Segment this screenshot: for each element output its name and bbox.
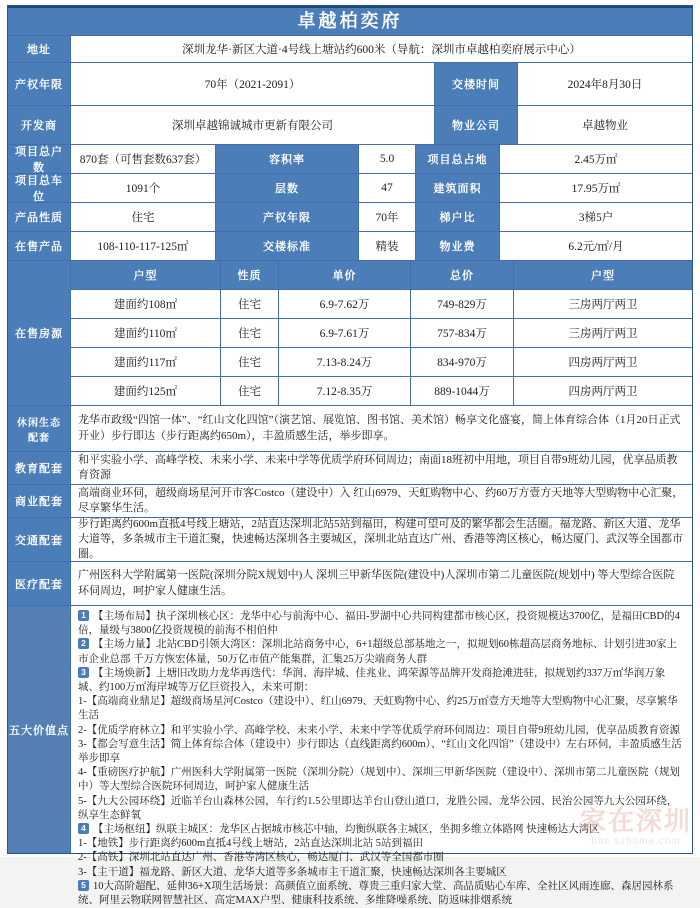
value-point-subitem: [78, 695, 685, 723]
value-point-subitem: [78, 837, 685, 851]
fitout-standard-value: 精装: [358, 232, 415, 260]
medical-label: 医疗配套: [8, 562, 70, 605]
listing-area: 建面约110㎡: [70, 319, 220, 347]
transport-value: 步行距离约600m直抵4号线上塘站，2站直达深圳北站5站到福田，构建可望可及的繁华都会生活圈。福龙路、新区大道、龙华大道等，多条城市主干道汇聚，快速畅达深圳各主要城区，深圳北站直达广州、香港等湾区核心，畅达厦门、武汉等全国都市圈。: [70, 518, 692, 561]
commerce-amenity-row: [8, 484, 692, 517]
stats-row: [8, 144, 692, 173]
value-point-subitem: [78, 766, 685, 794]
transport-amenity-row: [8, 517, 692, 561]
parking-value: 1091个: [70, 174, 215, 202]
listing-row: [70, 347, 692, 376]
mgmt-fee-label: 物业费: [415, 232, 499, 260]
value-points-label: 五大价值点: [8, 606, 70, 853]
listing-rooms: 四房两厅两卫: [513, 348, 692, 376]
listings-section: [8, 260, 692, 405]
tenure2-label: 产权年限: [215, 203, 358, 231]
product-type-value: 住宅: [70, 203, 215, 231]
value-point-text: 3-【主干道】福龙路、新区大道、龙华大道等多条城市主干道汇聚，快速畅达深圳各主要城区: [78, 866, 507, 878]
value-point-text: 1-【地铁】步行距离约600m直抵4号线上塘站，2站直达深圳北站 5站到福田: [78, 838, 424, 850]
leisure-label: 休闲生态配套: [8, 406, 70, 451]
number-badge: 4: [78, 823, 89, 834]
value-point-text: 2-【高铁】深圳北站直达广州、香港等湾区核心，畅达厦门、武汉等全国都市圈: [78, 852, 444, 864]
stats-row: [8, 202, 692, 231]
gfa-label: 建筑面积: [415, 174, 499, 202]
listing-total-price: 834-970万: [410, 348, 513, 376]
ownership-row: [8, 62, 692, 105]
listing-unit-price: 7.12-8.35万: [278, 377, 410, 405]
listing-area: 建面约125㎡: [70, 377, 220, 405]
education-amenity-row: [8, 451, 692, 484]
listing-unit-price: 6.9-7.61万: [278, 319, 410, 347]
total-units-value: 870套（可售套数637套）: [70, 145, 215, 173]
page-title: 卓越柏奕府: [8, 6, 692, 35]
tenure-value: 70年（2021-2091）: [70, 63, 434, 105]
value-point-subitem: [78, 866, 685, 880]
plot-ratio-value: 5.0: [358, 145, 415, 173]
medical-amenity-row: [8, 561, 692, 605]
address-row: [8, 35, 692, 62]
floors-label: 层数: [215, 174, 358, 202]
address-value: 深圳龙华·新区大道·4号线上塘站约600米（导航：深圳市卓越柏奕府展示中心）: [70, 36, 692, 62]
commerce-label: 商业配套: [8, 485, 70, 517]
col-layout: 户型: [70, 261, 220, 289]
address-label: 地址: [8, 36, 70, 62]
listing-row: [70, 318, 692, 347]
value-points-section: [8, 605, 692, 907]
elevator-ratio-value: 3梯5户: [499, 203, 692, 231]
watermark-url-text: bbs.szhome.com: [591, 836, 681, 847]
value-point-text: 1-【高端商业鼎足】超级商场星河Costco（建设中）、红山6979、天虹购物中心、约25万㎡壹方天地等大型购物中心汇聚，尽享繁华生活: [78, 696, 678, 722]
value-point-item: [78, 638, 685, 666]
developer-value: 深圳卓越锦诚城市更新有限公司: [70, 106, 434, 144]
listing-rooms: 四房两厅两卫: [513, 377, 692, 405]
tenure2-value: 70年: [358, 203, 415, 231]
education-label: 教育配套: [8, 452, 70, 484]
leisure-amenity-row: [8, 405, 692, 451]
listings-header-row: [70, 261, 692, 289]
value-point-text: 3-【都会写意生活】简上体育综合体（建设中）步行即达（直线距离约600m）、“红山文化四馆”（建设中）左右环伺，丰盈质感生活举步即享: [78, 738, 682, 765]
tenure-label: 产权年限: [8, 63, 70, 105]
value-point-text: 【主场力量】北站CBD引领大湾区：深圳北站商务中心，6+1超级总部基地之一，拟规划60栋超高层商务地标、计划引进30家上市企业总部 千万方恢宏体量，50万亿市值产能集群，汇集25万尖端商务人群: [78, 639, 678, 665]
value-point-text: 2-【优质学府林立】和平实验小学、高峰学校、未来小学、未来中学等优质学府环伺周边：项目自带9班幼儿园，优享品质教育资源: [78, 724, 680, 736]
info-table: [7, 5, 693, 907]
listing-area: 建面约108㎡: [70, 290, 220, 318]
value-point-item: [78, 880, 685, 908]
stats-row: [8, 231, 692, 260]
value-point-text: 【主场布局】执子深圳核心区：龙华中心与前海中心、福田-罗湖中心共同构建都市核心区，投资规模达3700亿，是福田CBD的4倍，量级与3800亿投资规模的前海不相伯仲: [78, 611, 680, 637]
listing-unit-price: 7.13-8.24万: [278, 348, 410, 376]
stats-row: [8, 173, 692, 202]
value-points-content: [70, 606, 692, 907]
parking-label: 项目总车位: [8, 174, 70, 202]
listing-total-price: 889-1044万: [410, 377, 513, 405]
number-badge: 3: [78, 667, 89, 678]
floors-value: 47: [358, 174, 415, 202]
delivery-date-value: 2024年8月30日: [517, 63, 692, 105]
col-nature: 性质: [220, 261, 278, 289]
site-area-value: 2.45万㎡: [499, 145, 692, 173]
education-value: 和平实验小学、高峰学校、未来小学、未来中学等优质学府环伺周边；南面18班初中用地，项目自带9班幼儿园，优享品质教育资源: [70, 452, 692, 484]
value-point-text: 5-【九大公园环绕】近临羊台山森林公园，车行约1.5公里即达羊台山登山道口，龙胜公园、龙华公园、民治公园等九大公园环绕，纵享生态鲜氧: [78, 795, 678, 821]
value-point-subitem: [78, 795, 685, 823]
listing-nature: 住宅: [220, 290, 278, 318]
gfa-value: 17.95万㎡: [499, 174, 692, 202]
listing-total-price: 757-834万: [410, 319, 513, 347]
listing-rooms: 三房两厅两卫: [513, 290, 692, 318]
on-sale-products-value: 108-110-117-125㎡: [70, 232, 215, 260]
value-point-item: [78, 823, 685, 837]
watermark-logo-text: 家在深圳: [579, 806, 692, 836]
listing-nature: 住宅: [220, 377, 278, 405]
commerce-value: 高端商业环伺，超级商场星河开市客Costco（建设中）入 红山6979、天虹购物中心、约60万方壹方天地等大型购物中心汇聚，尽享繁华生活。: [70, 485, 692, 517]
developer-label: 开发商: [8, 106, 70, 144]
listing-unit-price: 6.9-7.62万: [278, 290, 410, 318]
listing-total-price: 749-829万: [410, 290, 513, 318]
value-point-text: 10大高阶超配、延伸36+X项生活场景：高颜值立面系统、尊贵三重归家大堂、高品质贴心车库、全社区风雨连廊、森居园林系统、阿里云物联网智慧社区、高定MAX户型、健康科技系统、多维降噪系统、防返味排烟系统: [78, 880, 674, 907]
listing-row: [70, 376, 692, 405]
plot-ratio-label: 容积率: [215, 145, 358, 173]
col-unit-price: 单价: [278, 261, 410, 289]
value-point-text: 4-【重磅医疗护航】广州医科大学附属第一医院（深圳分院）（规划中）、深圳三甲新华医院（建设中）、深圳市第二儿童医院（规划中）等大型综合医院环伺周边，呵护家人健康生活: [78, 767, 680, 793]
developer-row: [8, 105, 692, 144]
value-point-item: [78, 667, 685, 695]
value-point-text: 【主场枢纽】纵联主城区：龙华区占据城市核芯中轴，均衡纵联各主城区，坐拥多维立体路网 快速畅达大湾区: [93, 824, 600, 836]
on-sale-products-label: 在售产品: [8, 232, 70, 260]
value-point-subitem: [78, 851, 685, 865]
value-point-subitem: [78, 724, 685, 738]
total-units-label: 项目总户数: [8, 145, 70, 173]
value-point-item: [78, 610, 685, 638]
transport-label: 交通配套: [8, 518, 70, 561]
product-type-label: 产品性质: [8, 203, 70, 231]
delivery-date-label: 交楼时间: [434, 63, 517, 105]
property-company-value: 卓越物业: [517, 106, 692, 144]
listing-row: [70, 289, 692, 318]
fitout-standard-label: 交楼标准: [215, 232, 358, 260]
listing-rooms: 三房两厅两卫: [513, 319, 692, 347]
value-point-subitem: [78, 738, 685, 766]
number-badge: 5: [78, 880, 89, 891]
value-point-text: 【主场焕新】上塘旧改助力龙华再迭代：华润、海岸城、佳兆业、鸿荣源等品牌开发商抢滩进驻，拟规划约337万㎡华润万象城、约100万㎡海岸城等万亿巨资投入，未来可期：: [78, 667, 666, 694]
listing-nature: 住宅: [220, 319, 278, 347]
site-area-label: 项目总占地: [415, 145, 499, 173]
property-company-label: 物业公司: [434, 106, 517, 144]
col-total-price: 总价: [410, 261, 513, 289]
listing-nature: 住宅: [220, 348, 278, 376]
listing-area: 建面约117㎡: [70, 348, 220, 376]
medical-value: 广州医科大学附属第一医院(深圳分院X规划中)人 深圳三甲新华医院(建设中)人深圳市第二儿童医院(规划中) 等大型综合医院环伺周边，呵护家人健康生活。: [70, 562, 692, 605]
elevator-ratio-label: 梯户比: [415, 203, 499, 231]
mgmt-fee-value: 6.2元/㎡/月: [499, 232, 692, 260]
number-badge: 1: [78, 610, 89, 621]
number-badge: 2: [78, 638, 89, 649]
col-rooms: 户型: [513, 261, 692, 289]
listings-label: 在售房源: [8, 261, 70, 405]
leisure-value: 龙华市政级“四馆一体”、“红山文化四馆”（演艺馆、展览馆、图书馆、美术馆）畅享文化盛宴，简上体育综合体（1月20日正式开业）步行即达（步行距离约650m），丰盈质感生活，举步即享。: [70, 406, 692, 451]
